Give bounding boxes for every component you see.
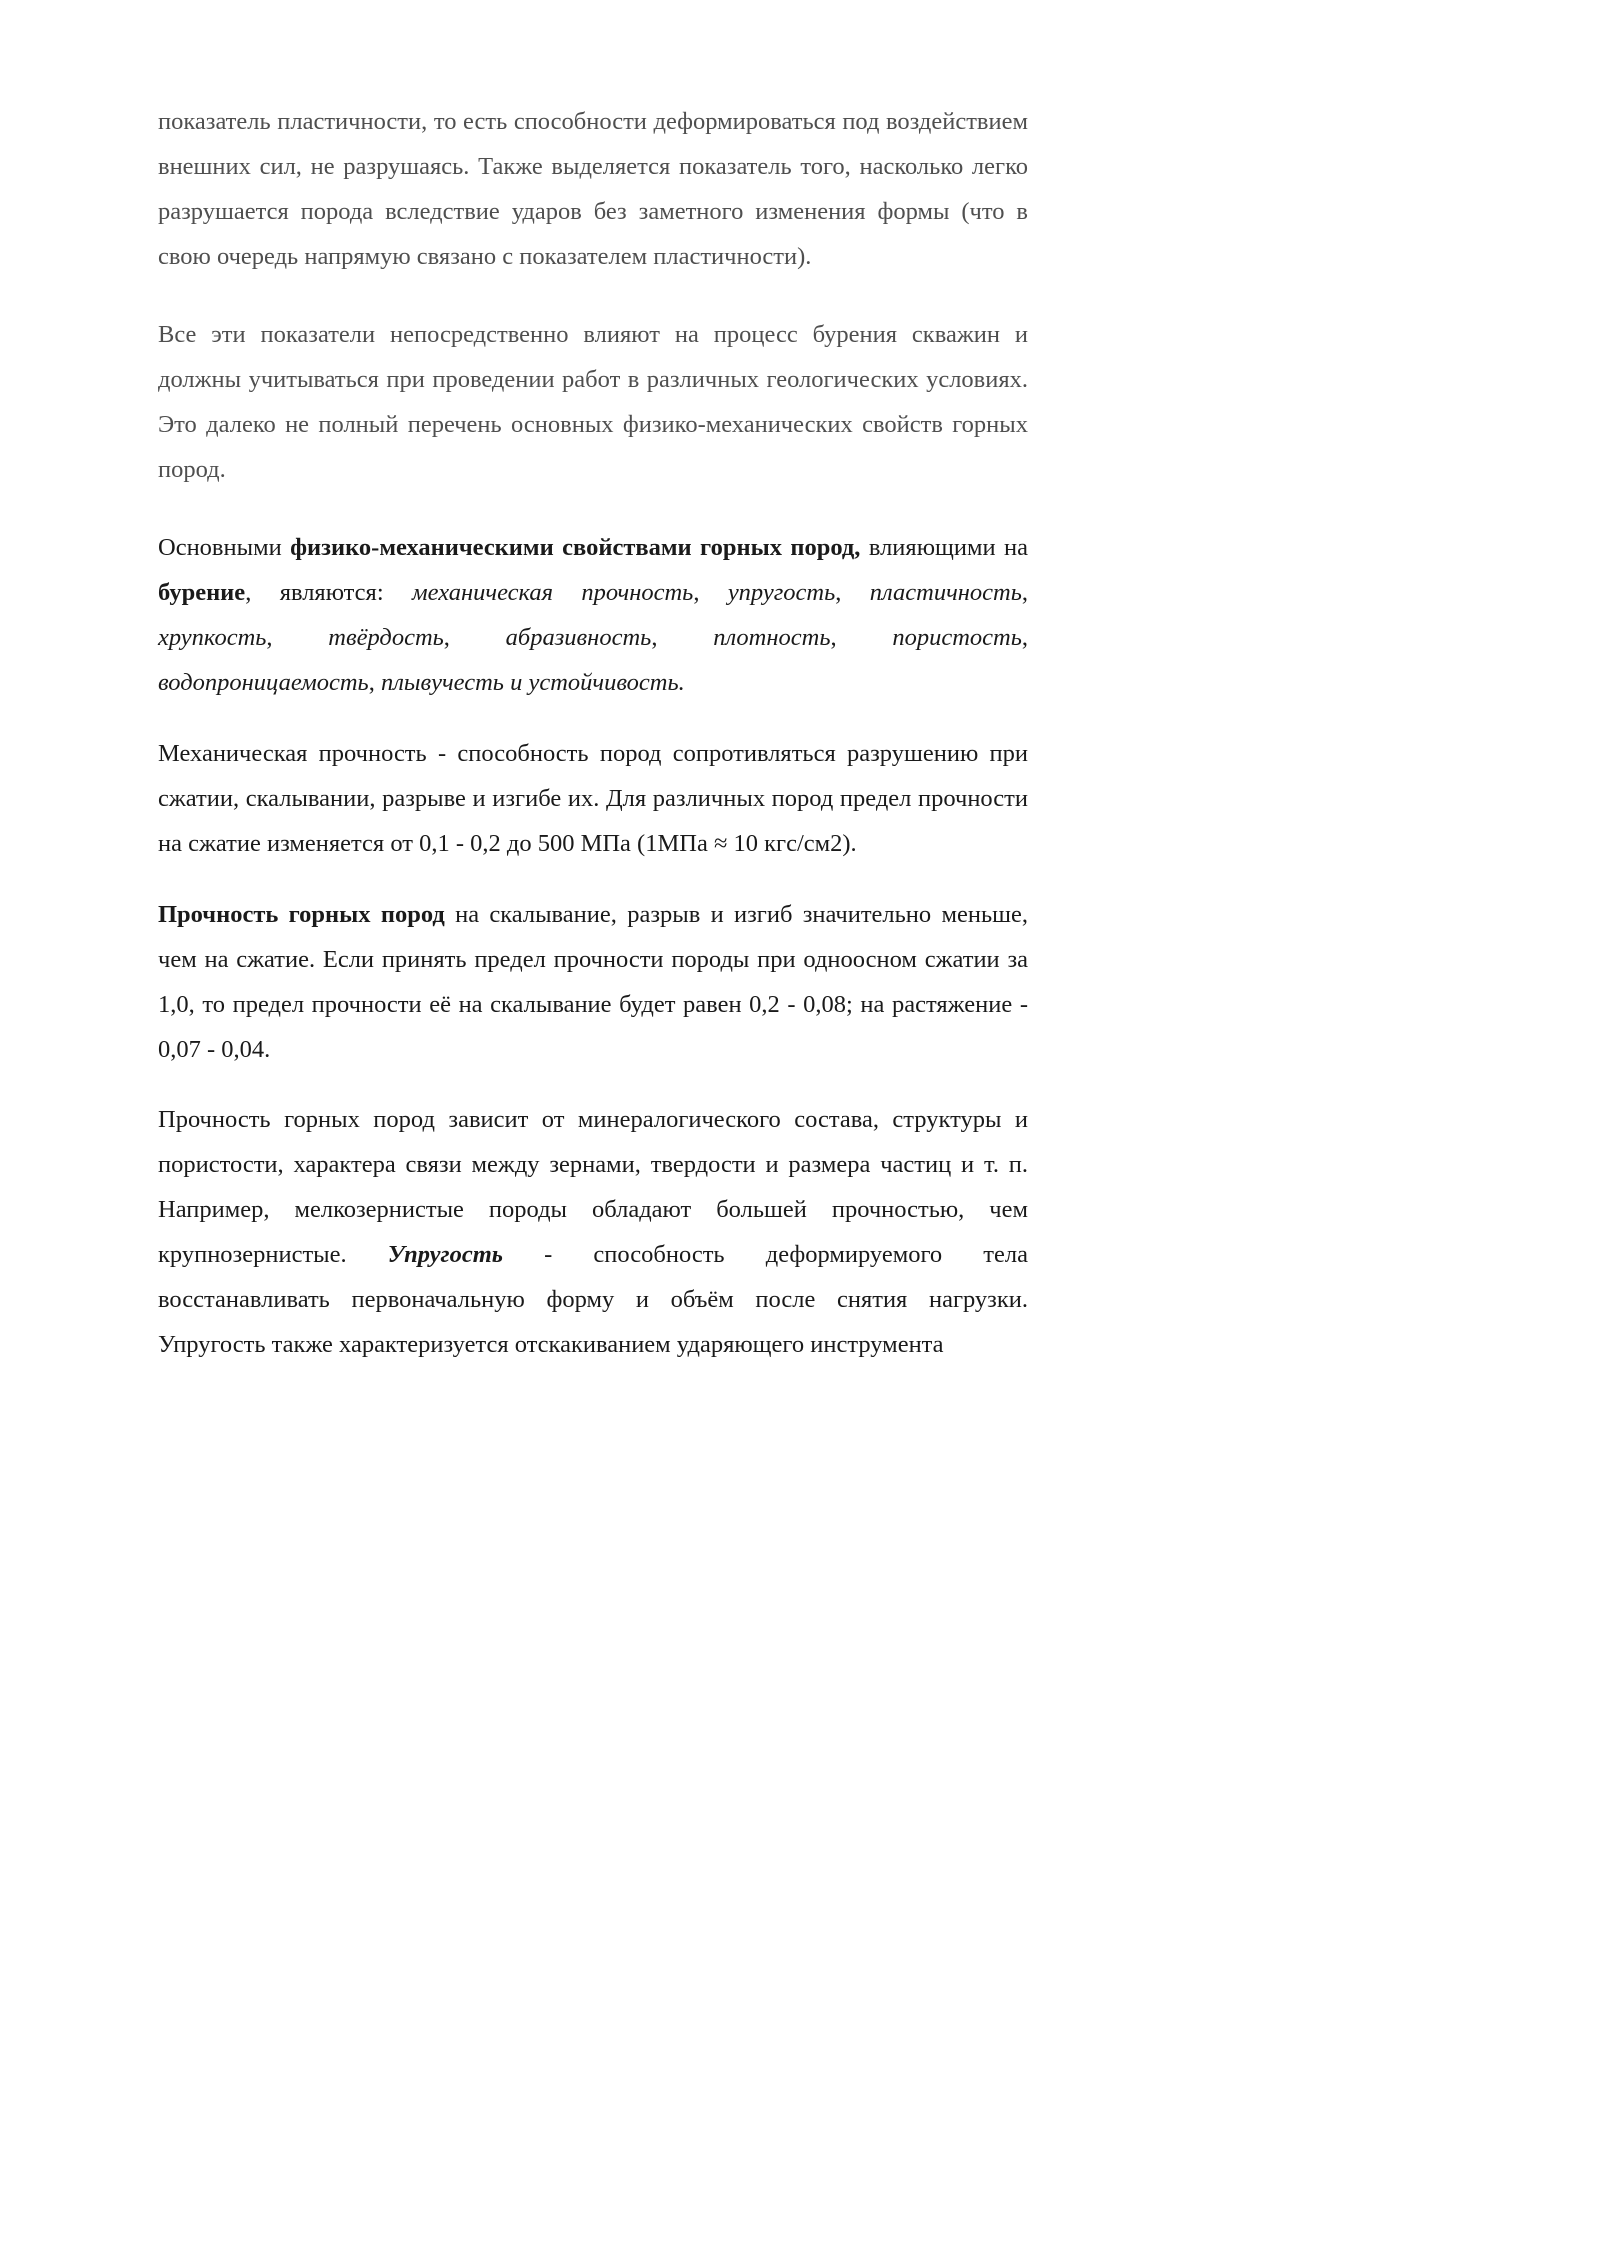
separator: , bbox=[651, 624, 714, 651]
separator: , bbox=[835, 579, 870, 606]
separator: , bbox=[1021, 579, 1028, 606]
italic-term: хрупкость bbox=[158, 624, 267, 651]
text-run: влияющими на bbox=[860, 534, 1028, 561]
italic-term: упругость bbox=[727, 579, 836, 606]
italic-term: пластичность bbox=[869, 579, 1022, 606]
separator: , bbox=[368, 669, 381, 696]
italic-term: механическая прочность bbox=[412, 579, 694, 606]
italic-term: плотность bbox=[713, 624, 831, 651]
italic-term: плывучесть и устойчивость. bbox=[380, 669, 685, 696]
separator: , bbox=[693, 579, 728, 606]
text-run: на скалывание, разрыв и изгиб значительно меньше, чем на сжатие. Если принять предел прочности породы при одноосном сжатии за 1,0, то предел прочности её на скалывание будет равен 0,2 - 0,08; на растяжение - 0,07 - 0,04. bbox=[158, 901, 1028, 1063]
paragraph-plasticity: показатель пластичности, то есть способности деформироваться под воздействием внешних сил, не разрушаясь. Также выделяется показатель того, насколько легко разрушается порода вследствие ударов без заметного изменения формы (что в свою очередь напрямую связано с показателем пластичности). bbox=[158, 108, 1028, 270]
text-run: Основными bbox=[158, 534, 291, 561]
italic-term: водопроницаемость bbox=[158, 669, 369, 696]
paragraph-main-properties bbox=[158, 525, 1028, 705]
paragraph-rock-strength bbox=[158, 892, 1028, 1072]
text-run: , являются: bbox=[245, 579, 413, 606]
bold-italic-term-elasticity: Упругость bbox=[387, 1241, 503, 1268]
separator: , bbox=[830, 624, 893, 651]
paragraph-strength-factors bbox=[158, 1097, 1028, 1367]
bold-term-drilling: бурение bbox=[158, 579, 246, 606]
paragraph-mechanical-strength: Механическая прочность - способность пород сопротивляться разрушению при сжатии, скалывании, разрыве и изгибе их. Для различных пород предел прочности на сжатие изменяется от 0,1 - 0,2 до 500 МПа (1МПа ≈ 10 кгс/см2). bbox=[158, 740, 1028, 857]
text-run: - способность деформируемого тела восстанавливать первоначальную форму и объём после снятия нагрузки. Упругость также характеризуется отскакиванием ударяющего инструмента bbox=[158, 1241, 1028, 1358]
bold-term-rock-strength: Прочность горных пород bbox=[158, 901, 445, 928]
document-page bbox=[0, 0, 1100, 1556]
bold-term-properties: физико-механическими свойствами горных пород, bbox=[290, 534, 861, 561]
separator: , bbox=[266, 624, 329, 651]
paragraph-indicators-summary: Все эти показатели непосредственно влияют на процесс бурения скважин и должны учитываться при проведении работ в различных геологических условиях. Это далеко не полный перечень основных физико-механических свойств горных пород. bbox=[158, 321, 1028, 483]
italic-term: твёрдость bbox=[328, 624, 444, 651]
separator: , bbox=[1021, 624, 1029, 651]
separator: , bbox=[443, 624, 506, 651]
text-run: Прочность горных пород зависит от минералогического состава, структуры и пористости, характера связи между зернами, твердости и размера частиц и т. п. Например, мелкозернистые породы обладают большей прочностью, чем крупнозернистые. bbox=[158, 1106, 1028, 1268]
document-body bbox=[158, 99, 1028, 1367]
italic-term: пористость bbox=[892, 624, 1022, 651]
italic-term: абразивность bbox=[505, 624, 652, 651]
